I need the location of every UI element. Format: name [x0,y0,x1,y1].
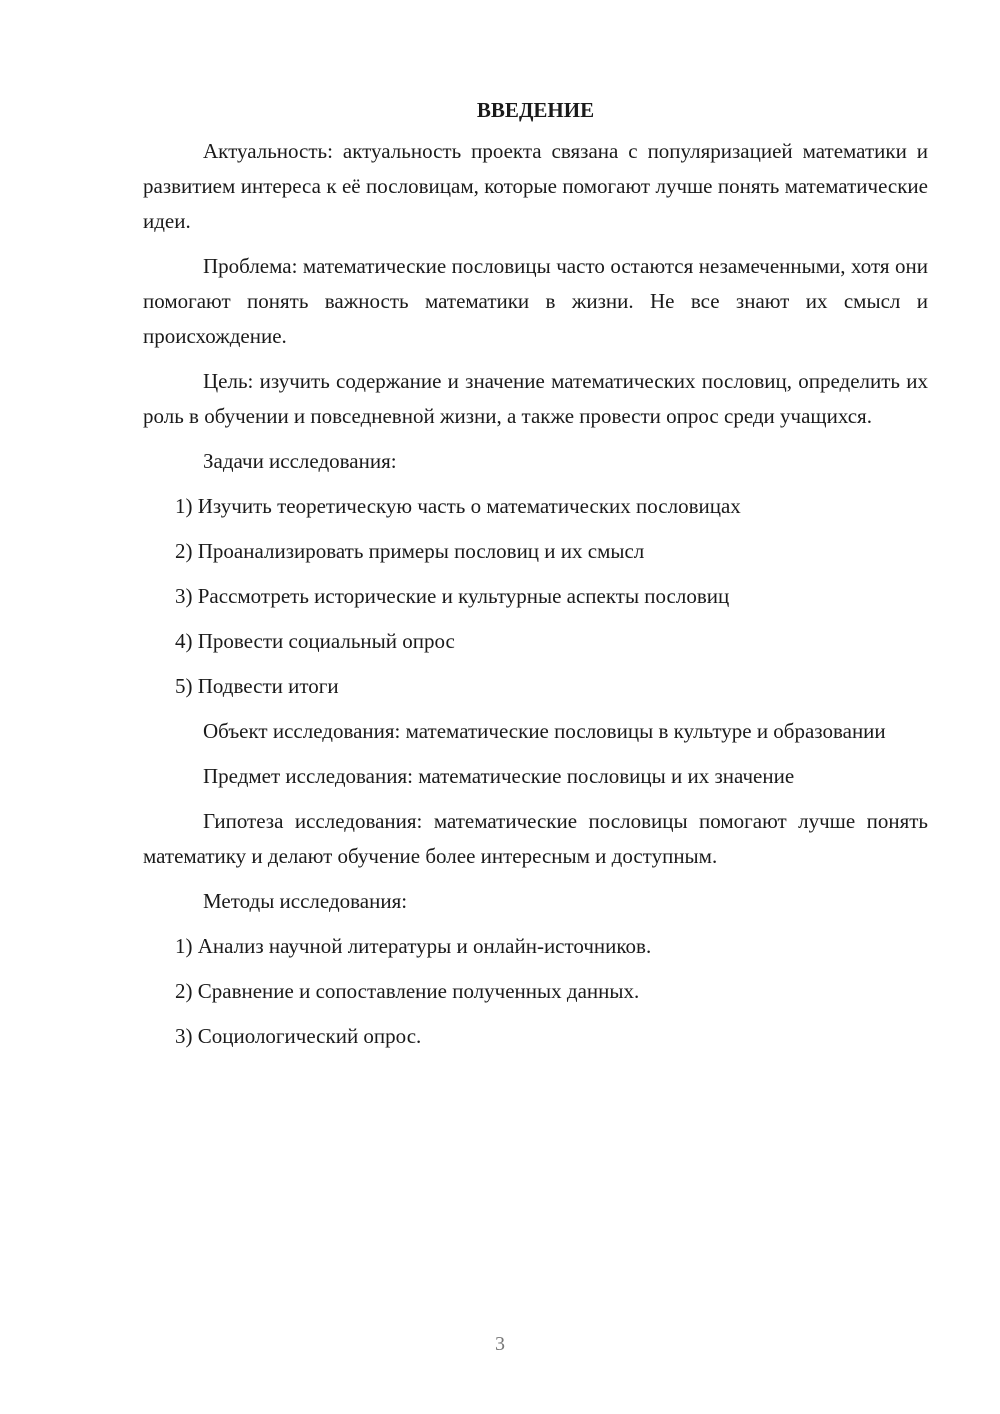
page-number: 3 [495,1333,505,1355]
task-item: 2) Проанализировать примеры пословиц и их смысл [175,539,645,563]
task-item: 4) Провести социальный опрос [175,629,455,653]
task-item: 5) Подвести итоги [175,674,339,698]
hypothesis-paragraph: Гипотеза исследования: математические пословицы помогают лучше понять математику и делают обучение более интересным и доступным. [143,809,928,868]
method-item: 2) Сравнение и сопоставление полученных данных. [175,979,640,1003]
relevance-paragraph: Актуальность: актуальность проекта связана с популяризацией математики и развитием интереса к её пословицам, которые помогают лучше понять математические идеи. [143,139,928,233]
tasks-list [143,489,928,704]
problem-paragraph: Проблема: математические пословицы часто остаются незамеченными, хотя они помогают понять важность математики в жизни. Не все знают их смысл и происхождение. [143,254,928,348]
methods-list [143,929,928,1054]
method-item: 3) Социологический опрос. [175,1024,422,1048]
page-title: ВВЕДЕНИЕ [476,98,595,122]
task-item: 3) Рассмотреть исторические и культурные аспекты пословиц [175,584,730,608]
object-paragraph: Объект исследования: математические пословицы в культуре и образовании [203,719,886,743]
method-item: 1) Анализ научной литературы и онлайн-источников. [175,934,652,958]
subject-paragraph: Предмет исследования: математические пословицы и их значение [203,764,795,788]
tasks-label: Задачи исследования: [203,449,397,473]
document-page [143,92,928,1064]
methods-label: Методы исследования: [203,889,408,913]
goal-paragraph: Цель: изучить содержание и значение математических пословиц, определить их роль в обучении и повседневной жизни, а также провести опрос среди учащихся. [143,369,928,428]
task-item: 1) Изучить теоретическую часть о математических пословицах [175,494,741,518]
